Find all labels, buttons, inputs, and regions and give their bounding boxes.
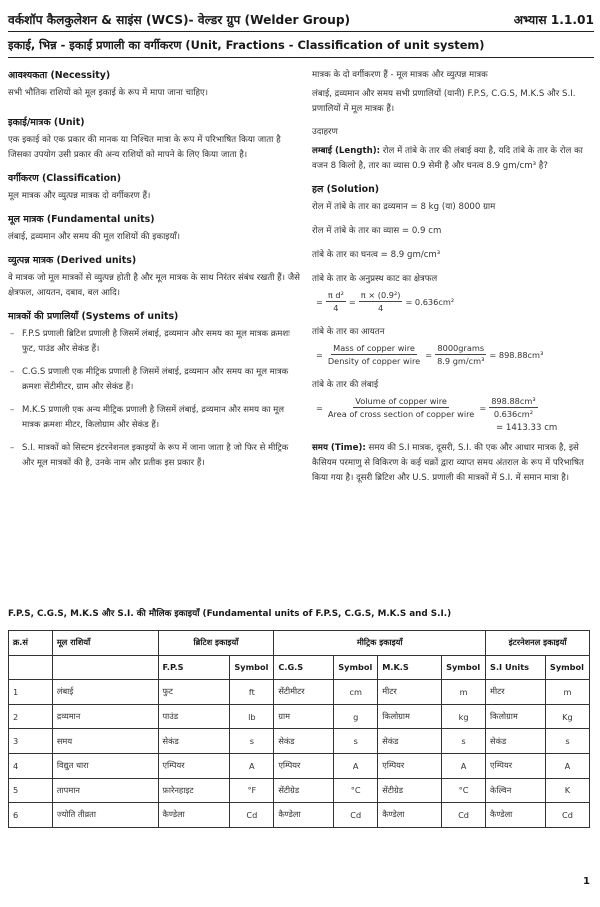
equals-sign: = bbox=[479, 402, 487, 413]
table-cell: Cd bbox=[334, 803, 378, 828]
table-cell: द्रव्यमान bbox=[52, 704, 158, 729]
table-row bbox=[9, 803, 590, 828]
table-cell: कैण्डेला bbox=[274, 803, 334, 828]
table-row bbox=[9, 753, 590, 778]
equals-sign: = bbox=[348, 296, 356, 307]
equals-sign: = bbox=[316, 349, 323, 360]
table-cell: lb bbox=[230, 704, 274, 729]
table-header-row bbox=[9, 631, 590, 656]
table-cell: समय bbox=[52, 729, 158, 754]
symbol-header: Symbol bbox=[545, 655, 589, 680]
qty-header: मूल राशियाँ bbox=[52, 631, 158, 656]
table-cell: ft bbox=[230, 680, 274, 705]
table-cell bbox=[52, 655, 158, 680]
table-cell: मीटर bbox=[378, 680, 442, 705]
volume-formula bbox=[316, 343, 596, 366]
table-cell: सेकंड bbox=[274, 729, 334, 754]
length-text: रोल में तांबे के तार की लंबाई क्या है, यदि तांबे के तार के रोल का वजन 8 किलो है, तार का व्यास 0.9 सेमी है और घनत्व 8.9 gm/cm³ है? bbox=[312, 146, 583, 171]
table-cell: पाउंड bbox=[158, 704, 230, 729]
british-header: ब्रिटिश इकाइयाँ bbox=[158, 631, 274, 656]
unit-text: एक इकाई को एक प्रकार की मानक या निश्चित मात्रा के रूप में परिभाषित किया जाता है जिसका उपयोग उसी प्रकार की अन्य राशियों को मापने के लिए किया जाता है। bbox=[8, 135, 281, 160]
area-line: तांबे के तार के अनुप्रस्थ काट का क्षेत्रफल bbox=[312, 274, 438, 284]
table-cell: °F bbox=[230, 778, 274, 803]
table-cell: A bbox=[334, 753, 378, 778]
table-title: F.P.S, C.G.S, M.K.S और S.I. की मौलिक इकाइयाँ (Fundamental units of F.P.S, C.G.S, M.K.S and S.I.) bbox=[8, 609, 452, 619]
table-cell: 1 bbox=[9, 680, 53, 705]
length-formula bbox=[316, 396, 596, 419]
table-cell: केल्विन bbox=[486, 778, 546, 803]
table-cell: s bbox=[545, 729, 589, 754]
volume-result: = 898.88cm³ bbox=[489, 349, 544, 360]
table-cell: सेकंड bbox=[158, 729, 230, 754]
mks-header: M.K.S bbox=[378, 655, 442, 680]
equals-sign: = bbox=[316, 402, 323, 413]
table-cell: K bbox=[545, 778, 589, 803]
fundamental-heading: मूल मात्रक (Fundamental units) bbox=[8, 214, 155, 225]
table-cell: सेकंड bbox=[486, 729, 546, 754]
intro-line-2: लंबाई, द्रव्यमान और समय सभी प्रणालियों (यानी) F.P.S, C.G.S, M.K.S और S.I. प्रणालियों में मूल मात्रक हैं। bbox=[312, 89, 576, 114]
table-cell: A bbox=[545, 753, 589, 778]
time-label: समय (Time): bbox=[312, 443, 366, 453]
table-cell: s bbox=[442, 729, 486, 754]
table-cell: एम्पियर bbox=[274, 753, 334, 778]
table-cell: सेंटीग्रेड bbox=[274, 778, 334, 803]
equals-sign: = bbox=[316, 296, 323, 307]
table-row bbox=[9, 778, 590, 803]
example-heading: उदाहरण bbox=[312, 127, 338, 137]
area-result: = 0.636cm² bbox=[405, 296, 455, 307]
table-cell: Kg bbox=[545, 704, 589, 729]
time-paragraph bbox=[312, 441, 596, 486]
table-cell: 3 bbox=[9, 729, 53, 754]
list-item: – M.K.S प्रणाली एक अन्य मीट्रिक प्रणाली है जिसमें लंबाई, द्रव्यमान और समय का मूल मात्रक क्रमशः मीटर, किलोग्राम और सेकंड हैं। bbox=[8, 403, 300, 433]
fps-header: F.P.S bbox=[158, 655, 230, 680]
metric-header: मीट्रिक इकाइयाँ bbox=[274, 631, 486, 656]
symbol-header: Symbol bbox=[230, 655, 274, 680]
table-cell: कैण्डेला bbox=[378, 803, 442, 828]
equals-sign: = bbox=[425, 349, 433, 360]
table-cell: s bbox=[230, 729, 274, 754]
necessity-heading: आवश्यकता (Necessity) bbox=[8, 70, 111, 81]
table-cell: 5 bbox=[9, 778, 53, 803]
table-row bbox=[9, 704, 590, 729]
table-cell: मीटर bbox=[486, 680, 546, 705]
list-item: – S.I. मात्रकों को सिस्टम इंटरनेशनल इकाइयों के रूप में जाना जाता है जो फिर से मीट्रिक और मूल मात्रकों की है, उनके नाम और प्रतीक इस प्रकार हैं। bbox=[8, 441, 300, 471]
fraction: $\frac{\text{π d²}}{4}$ bbox=[327, 290, 344, 313]
table-cell: फुट bbox=[158, 680, 230, 705]
table-row bbox=[9, 680, 590, 705]
fraction: $\frac{\text{π × (0.9²)}}{4}$ bbox=[360, 290, 401, 313]
table-cell: विद्युत धारा bbox=[52, 753, 158, 778]
systems-heading: मात्रकों की प्रणालियाँ (Systems of units) bbox=[8, 311, 179, 322]
units-table bbox=[8, 630, 590, 828]
table-row bbox=[9, 729, 590, 754]
table-cell: m bbox=[545, 680, 589, 705]
table-cell: °C bbox=[334, 778, 378, 803]
page-number: 1 bbox=[583, 876, 590, 887]
table-cell bbox=[9, 655, 53, 680]
table-cell: ज्योति तीव्रता bbox=[52, 803, 158, 828]
fundamental-text: लंबाई, द्रव्यमान और समय की मूल राशियों की इकाइयाँ। bbox=[8, 232, 180, 242]
table-cell: किलोग्राम bbox=[378, 704, 442, 729]
page-header bbox=[8, 10, 594, 32]
volume-heading: तांबे के तार का आयतन bbox=[312, 327, 385, 337]
table-cell: g bbox=[334, 704, 378, 729]
length-question bbox=[312, 144, 596, 174]
table-cell: किलोग्राम bbox=[486, 704, 546, 729]
table-cell: 6 bbox=[9, 803, 53, 828]
intl-header: इंटरनेशनल इकाइयाँ bbox=[486, 631, 590, 656]
time-text: समय की S.I मात्रक, दूसरी, S.I. की एक और आधार मात्रक है, इसे कैसियम परमाणु से विकिरण के कई चक्रों द्वारा व्याप्त समय अंतराल के रूप में परिभाषित किया गया है। दूसरी ब्रिटिश और U.S. प्रणाली की मात्रकों में S.I. में समान मात्रा है। bbox=[312, 443, 584, 483]
table-cell: लंबाई bbox=[52, 680, 158, 705]
si-header: S.I Units bbox=[486, 655, 546, 680]
exercise-number: अभ्यास 1.1.01 bbox=[513, 13, 594, 27]
table-cell: तापमान bbox=[52, 778, 158, 803]
table-cell: kg bbox=[442, 704, 486, 729]
length-result: = 1413.33 cm bbox=[496, 423, 558, 433]
derived-heading: व्युत्पन्न मात्रक (Derived units) bbox=[8, 255, 137, 266]
table-cell: Cd bbox=[230, 803, 274, 828]
symbol-header: Symbol bbox=[334, 655, 378, 680]
table-cell: 4 bbox=[9, 753, 53, 778]
table-cell: एम्पियर bbox=[158, 753, 230, 778]
intro-line-1: मात्रक के दो वर्गीकरण हैं - मूल मात्रक और व्युत्पन्न मात्रक bbox=[312, 70, 488, 80]
chapter-subtitle: इकाई, भिन्न - इकाई प्रणाली का वर्गीकरण (Unit, Fractions - Classification of unit system) bbox=[8, 38, 594, 58]
table-cell: °C bbox=[442, 778, 486, 803]
sn-header: क्र.सं bbox=[9, 631, 53, 656]
table-cell: ग्राम bbox=[274, 704, 334, 729]
area-formula bbox=[316, 290, 596, 313]
table-cell: m bbox=[442, 680, 486, 705]
table-cell: एम्पियर bbox=[378, 753, 442, 778]
table-subheader-row bbox=[9, 655, 590, 680]
list-item: – F.P.S प्रणाली ब्रिटिश प्रणाली है जिसमें लंबाई, द्रव्यमान और समय का मूल मात्रक क्रमशः फुट, पाउंड और सेकंड हैं। bbox=[8, 327, 300, 357]
unit-heading: इकाई/मात्रक (Unit) bbox=[8, 117, 85, 128]
classification-heading: वर्गीकरण (Classification) bbox=[8, 173, 122, 184]
table-cell: सेकंड bbox=[378, 729, 442, 754]
fraction: $\frac{\text{898.88cm³}}{\text{0.636cm²}}$ bbox=[491, 396, 536, 419]
necessity-text: सभी भौतिक राशियों को मूल इकाई के रूप में मापा जाना चाहिए। bbox=[8, 88, 209, 98]
left-column bbox=[8, 68, 300, 479]
fraction: $\frac{\text{8000grams}}{\text{8.9 gm/cm³}}$ bbox=[437, 343, 485, 366]
systems-list bbox=[8, 327, 300, 471]
fraction: $\frac{\text{Volume of copper wire}}{\text{Area of cross section of copper wire}}$ bbox=[327, 396, 475, 419]
derived-text: वे मात्रक जो मूल मात्रकों से व्युत्पन्न होती है और मूल मात्रक के साथ निरंतर संबंध रखती हैं। जैसे क्षेत्रफल, आयतन, दबाव, बल आदि। bbox=[8, 273, 300, 298]
table-cell: फ़ारेनहाइट bbox=[158, 778, 230, 803]
length-label: लम्बाई (Length): bbox=[312, 146, 381, 156]
table-cell: Cd bbox=[545, 803, 589, 828]
table-cell: s bbox=[334, 729, 378, 754]
book-title: वर्कशॉप कैलकुलेशन & साइंस (WCS)- वेल्डर ग्रुप (Welder Group) bbox=[8, 13, 351, 27]
density-line: तांबे के तार का घनत्व = 8.9 gm/cm³ bbox=[312, 250, 441, 260]
fraction: $\frac{\text{Mass of copper wire}}{\text{Density of copper wire}}$ bbox=[327, 343, 421, 366]
length-heading: तांबे के तार की लंबाई bbox=[312, 380, 379, 390]
solution-heading: हल (Solution) bbox=[312, 184, 380, 195]
table-cell: A bbox=[230, 753, 274, 778]
table-cell: कैण्डेला bbox=[486, 803, 546, 828]
right-column bbox=[312, 68, 596, 494]
classification-text: मूल मात्रक और व्युत्पन्न मात्रक दो वर्गीकरण हैं। bbox=[8, 191, 151, 201]
table-cell: cm bbox=[334, 680, 378, 705]
diameter-line: रोल में तांबे के तार का व्यास = 0.9 cm bbox=[312, 226, 442, 236]
mass-line: रोल में तांबे के तार का द्रव्यमान = 8 kg (या) 8000 ग्राम bbox=[312, 202, 496, 212]
symbol-header: Symbol bbox=[442, 655, 486, 680]
table-cell: सेंटीमीटर bbox=[274, 680, 334, 705]
table-cell: 2 bbox=[9, 704, 53, 729]
table-cell: A bbox=[442, 753, 486, 778]
table-cell: सेंटीग्रेड bbox=[378, 778, 442, 803]
table-cell: Cd bbox=[442, 803, 486, 828]
cgs-header: C.G.S bbox=[274, 655, 334, 680]
table-cell: एम्पियर bbox=[486, 753, 546, 778]
list-item: – C.G.S प्रणाली एक मीट्रिक प्रणाली है जिसमें लंबाई, द्रव्यमान और समय का मूल मात्रक क्रमशः सेंटीमीटर, ग्राम और सेकंड हैं। bbox=[8, 365, 300, 395]
table-cell: कैण्डेला bbox=[158, 803, 230, 828]
